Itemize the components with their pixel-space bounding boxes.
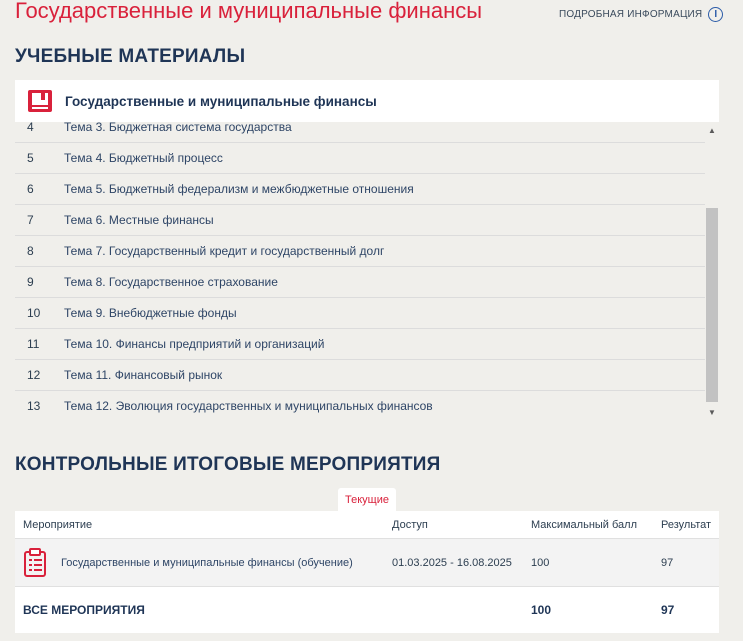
topics-scrollbar[interactable] <box>705 122 719 421</box>
scroll-up-arrow-icon[interactable]: ▲ <box>708 125 716 135</box>
book-icon <box>27 89 53 113</box>
event-name[interactable]: Государственные и муниципальные финансы (обучение) <box>61 556 353 569</box>
topic-title: Тема 6. Местные финансы <box>64 213 214 227</box>
materials-heading: УЧЕБНЫЕ МАТЕРИАЛЫ <box>15 46 246 67</box>
topic-number: 5 <box>27 151 34 165</box>
topic-title: Тема 5. Бюджетный федерализм и межбюджетные отношения <box>64 182 414 196</box>
total-max-score: 100 <box>531 603 552 617</box>
topic-row[interactable] <box>15 360 705 391</box>
topic-number: 12 <box>27 368 41 382</box>
topic-row[interactable] <box>15 298 705 329</box>
topic-row[interactable] <box>15 329 705 360</box>
topic-title: Тема 12. Эволюция государственных и муниципальных финансов <box>64 399 433 413</box>
topic-row[interactable] <box>15 391 705 421</box>
topic-row[interactable] <box>15 267 705 298</box>
event-cell[interactable] <box>23 539 353 586</box>
info-circle-icon[interactable]: I <box>708 7 723 22</box>
topic-title: Тема 3. Бюджетная система государства <box>64 122 292 134</box>
access-dates: 01.03.2025 - 16.08.2025 <box>392 556 512 569</box>
events-table <box>15 511 719 633</box>
checklist-icon <box>23 548 47 578</box>
table-header-row <box>15 511 719 539</box>
topic-title: Тема 10. Финансы предприятий и организаций <box>64 337 325 351</box>
max-score: 100 <box>531 556 550 569</box>
topic-number: 4 <box>27 122 34 134</box>
page-title: Государственные и муниципальные финансы <box>15 0 483 23</box>
topic-row[interactable] <box>15 174 705 205</box>
column-header-result: Результат <box>661 518 712 531</box>
tab-current[interactable]: Текущие <box>338 488 396 512</box>
total-row <box>15 587 719 633</box>
scroll-down-arrow-icon[interactable]: ▼ <box>708 407 716 417</box>
scroll-thumb[interactable] <box>706 208 718 402</box>
topic-number: 11 <box>27 337 40 351</box>
topic-title: Тема 7. Государственный кредит и государственный долг <box>64 244 385 258</box>
topic-title: Тема 8. Государственное страхование <box>64 275 278 289</box>
column-header-max-score: Максимальный балл <box>531 518 637 531</box>
table-row[interactable] <box>15 539 719 587</box>
topic-title: Тема 11. Финансовый рынок <box>64 368 223 382</box>
course-title: Государственные и муниципальные финансы <box>65 93 377 109</box>
topic-number: 6 <box>27 182 34 196</box>
result: 97 <box>661 556 674 569</box>
total-result: 97 <box>661 603 675 617</box>
course-card[interactable] <box>15 80 719 122</box>
topic-row[interactable] <box>15 143 705 174</box>
topic-row[interactable] <box>15 236 705 267</box>
topic-number: 7 <box>27 213 34 227</box>
topic-number: 10 <box>27 306 41 320</box>
total-label: ВСЕ МЕРОПРИЯТИЯ <box>23 603 145 617</box>
topic-row[interactable] <box>15 122 705 143</box>
topic-row[interactable] <box>15 205 705 236</box>
topic-number: 9 <box>27 275 34 289</box>
topics-list <box>15 122 719 421</box>
topic-number: 13 <box>27 399 41 413</box>
topic-title: Тема 4. Бюджетный процесс <box>64 151 223 165</box>
topic-title: Тема 9. Внебюджетные фонды <box>64 306 237 320</box>
column-header-event: Мероприятие <box>23 518 93 531</box>
control-heading: КОНТРОЛЬНЫЕ ИТОГОВЫЕ МЕРОПРИЯТИЯ <box>15 454 441 475</box>
column-header-access: Доступ <box>392 518 428 531</box>
more-info-label: ПОДРОБНАЯ ИНФОРМАЦИЯ <box>559 9 703 20</box>
more-info-link[interactable] <box>559 7 723 22</box>
topic-number: 8 <box>27 244 34 258</box>
